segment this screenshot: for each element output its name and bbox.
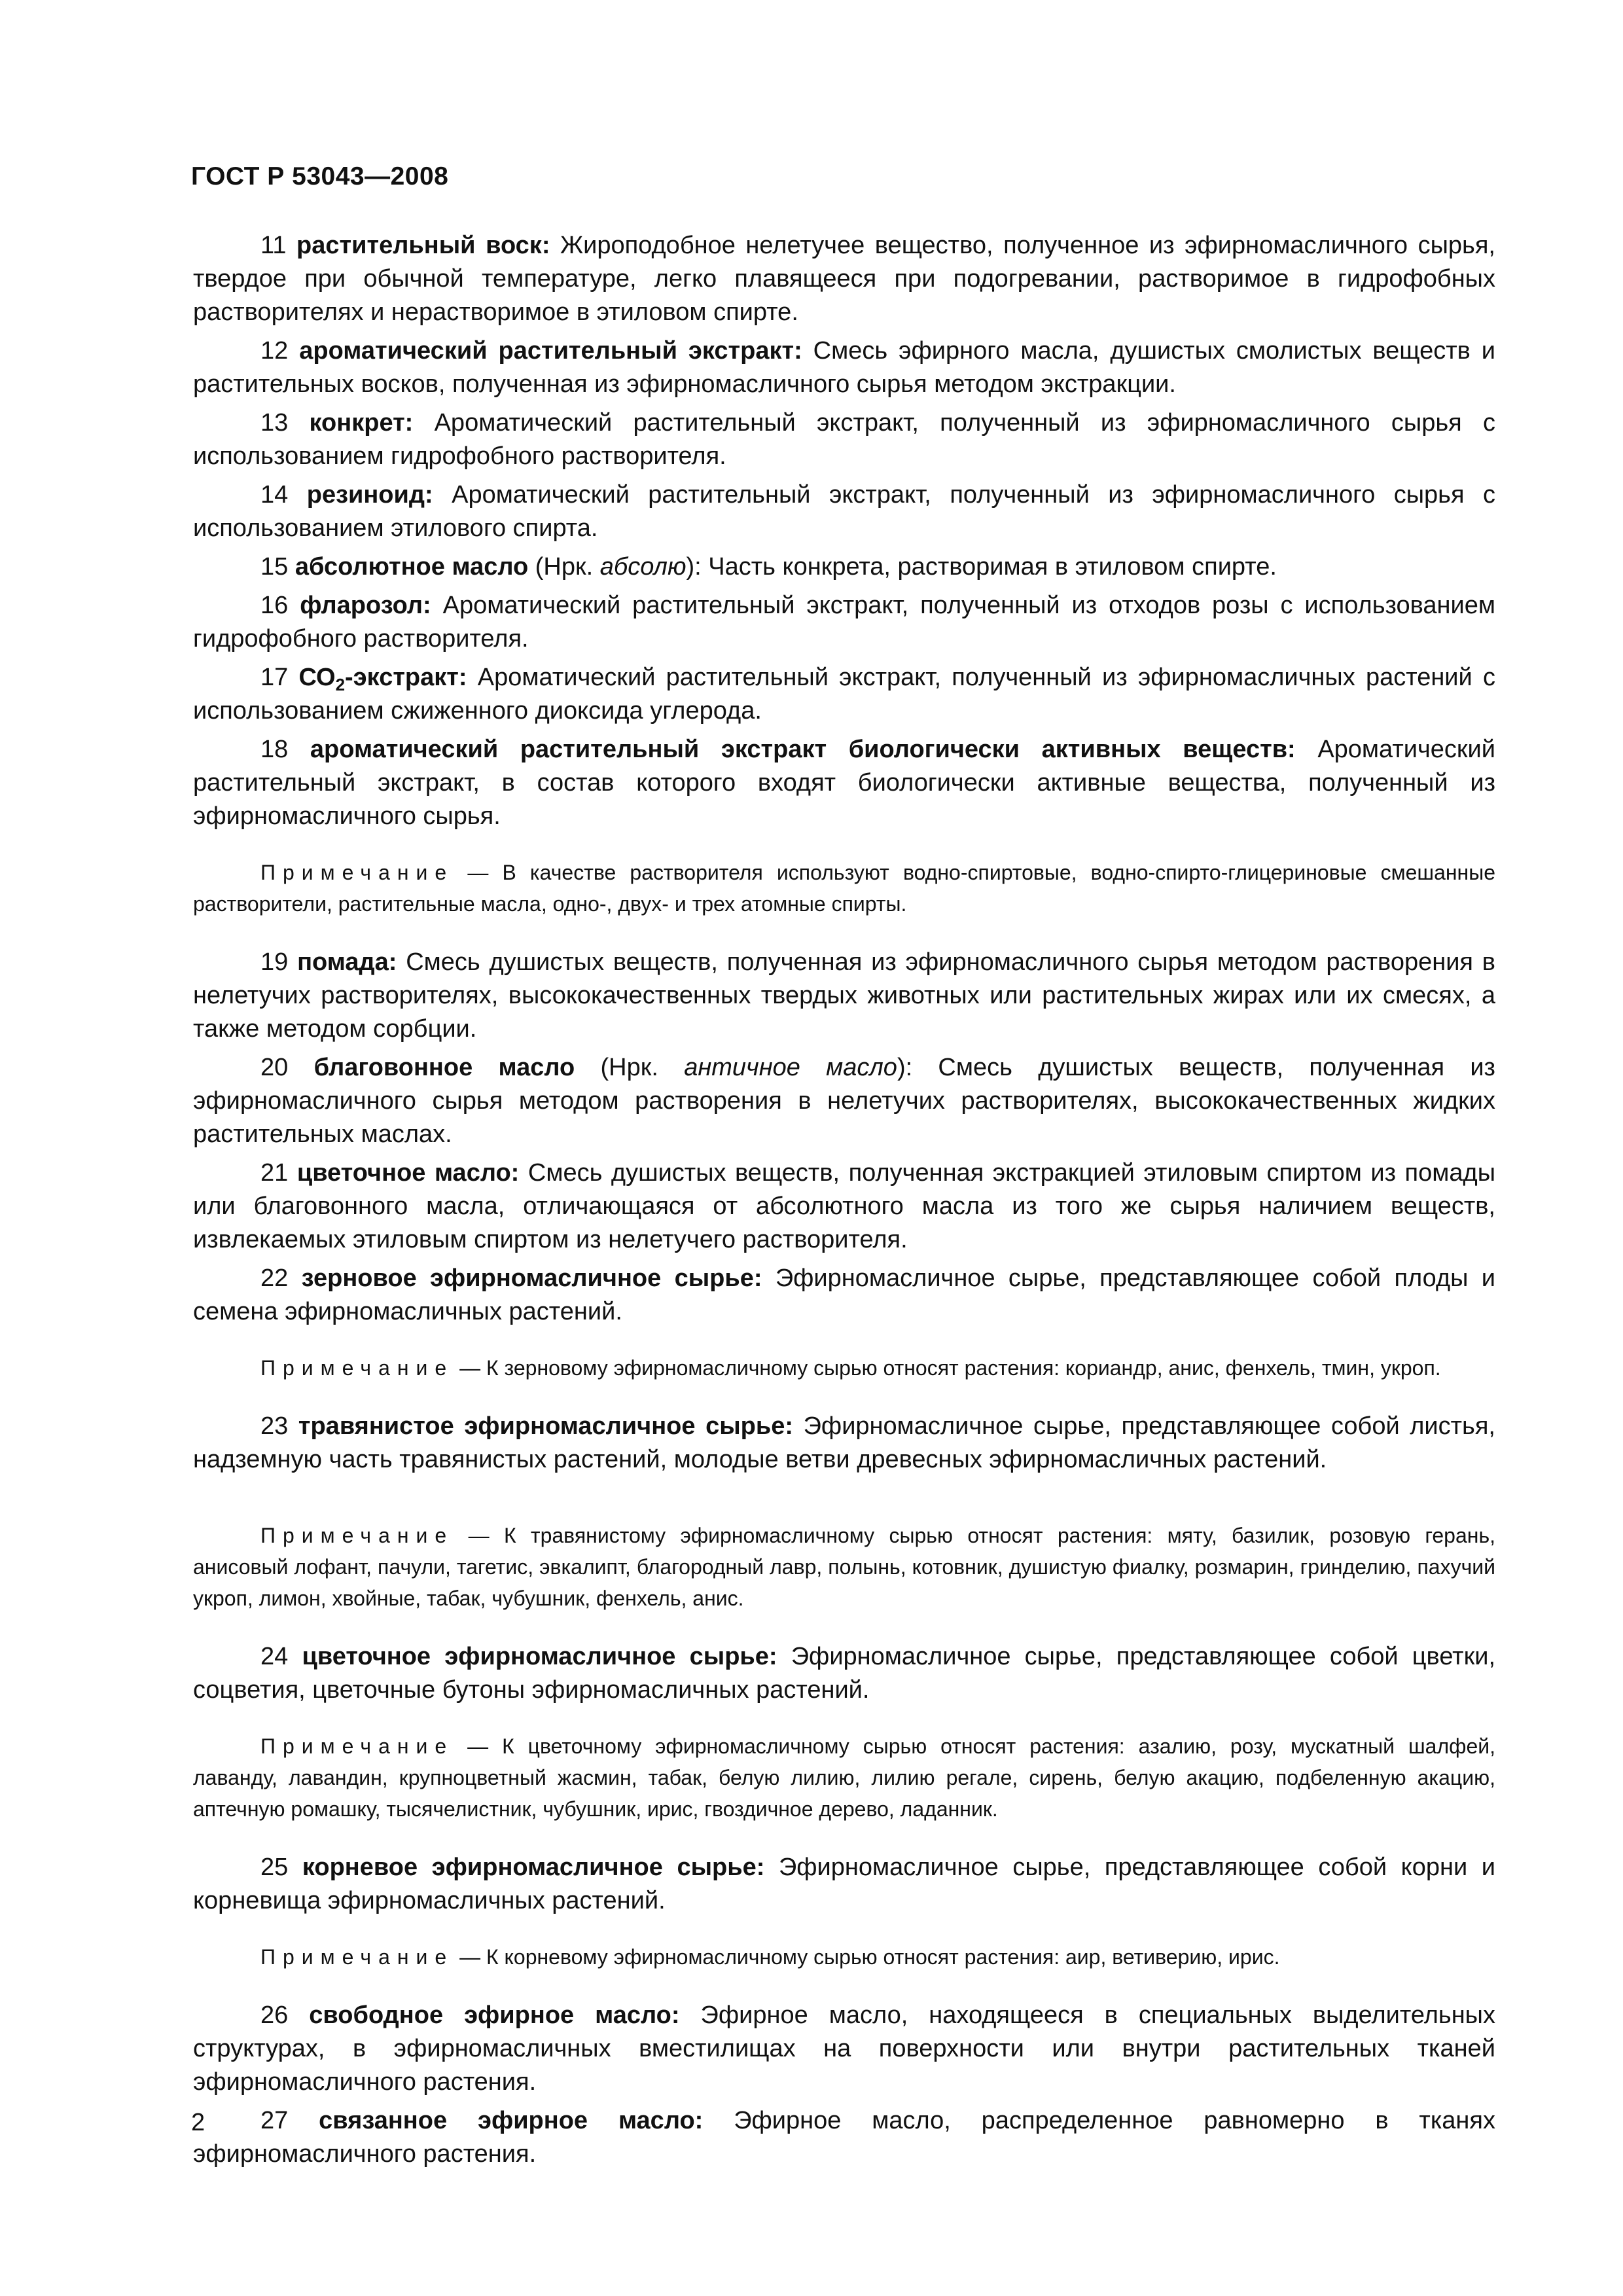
term-number: 15 bbox=[260, 553, 289, 581]
term-number: 25 bbox=[260, 1854, 289, 1881]
term-number: 19 bbox=[260, 948, 289, 976]
term-number: 26 bbox=[260, 2001, 289, 2029]
term-name: зерновое эфирномасличное сырье: bbox=[301, 1265, 762, 1292]
term-name-part: СО bbox=[298, 664, 336, 691]
note-text: В качестве растворителя используют водно-спиртовые, водно-спирто-глицериновые смешанные растворители, растительные масла, одно-, двух- и трех атомные спирты. bbox=[193, 861, 1496, 916]
note-dash: — bbox=[454, 1356, 486, 1380]
term-name: фларозол: bbox=[300, 592, 431, 619]
note-text: К травянистому эфирномасличному сырью относят растения: мяту, базилик, розовую герань, анисовый лофант, пачули, тагетис, эвкалипт, благородный лавр, полынь, котовник, душистую фиалку, розмарин, гринделию, пахучий укроп, лимон, хвойные, табак, чубушник, фенхель, анис. bbox=[193, 1524, 1496, 1610]
term-definition: Эфирное масло, находящееся в специальных выделительных структурах, в эфирномасличных вместилищах на поверхности или внутри растительных тканей эфирномасличного растения. bbox=[193, 2001, 1495, 2096]
term-entry-14 bbox=[193, 478, 1495, 545]
term-name: ароматический растительный экстракт: bbox=[299, 337, 802, 365]
term-definition: Эфирное масло, распределенное равномерно в тканях эфирномасличного растения. bbox=[193, 2107, 1495, 2168]
term-definition: Смесь душистых веществ, полученная экстракцией этиловым спиртом из помады или благовонного масла, отличающаяся от абсолютного масла из того же сырья наличием веществ, извлекаемых этиловым спиртом из нелетучего растворителя. bbox=[193, 1159, 1496, 1253]
term-entry-11 bbox=[193, 229, 1495, 329]
term-definition: ): Часть конкрета, растворимая в этиловом спирте. bbox=[686, 553, 1277, 581]
term-name: абсолютное масло bbox=[294, 553, 529, 581]
term-number: 20 bbox=[260, 1054, 289, 1081]
term-entry-13 bbox=[193, 406, 1495, 473]
note-text: К корневому эфирномасличному сырью относят растения: аир, ветиверию, ирис. bbox=[486, 1945, 1280, 1969]
non-recommended-term: античное масло bbox=[684, 1054, 897, 1081]
term-entry-21 bbox=[193, 1157, 1495, 1257]
term-number: 11 bbox=[260, 232, 287, 259]
note-label: Примечание bbox=[260, 1734, 454, 1758]
term-definition: Ароматический растительный экстракт, в состав которого входят биологически активные вещества, полученный из эфирномасличного сырья. bbox=[193, 736, 1495, 830]
term-number: 23 bbox=[260, 1412, 289, 1440]
note-23 bbox=[193, 1520, 1495, 1614]
note-label: Примечание bbox=[260, 1524, 454, 1547]
note-dash: — bbox=[454, 1945, 486, 1969]
term-entry-27 bbox=[193, 2104, 1495, 2171]
term-number: 13 bbox=[260, 409, 289, 437]
non-recommended-prefix: (Нрк. bbox=[575, 1054, 685, 1081]
term-name bbox=[298, 664, 467, 694]
term-definition: Эфирномасличное сырье, представляющее собой корни и корневища эфирномасличных растений. bbox=[193, 1854, 1495, 1914]
document-code-header: ГОСТ Р 53043—2008 bbox=[191, 162, 449, 190]
note-label: Примечание bbox=[260, 1356, 454, 1380]
term-name: растительный воск: bbox=[296, 232, 550, 259]
note-label: Примечание bbox=[260, 1945, 454, 1969]
term-number: 14 bbox=[260, 481, 289, 509]
term-entry-26 bbox=[193, 1999, 1495, 2099]
term-number: 27 bbox=[260, 2107, 289, 2134]
term-name: свободное эфирное масло: bbox=[309, 2001, 680, 2029]
term-entry-18 bbox=[193, 733, 1495, 833]
term-number: 22 bbox=[260, 1265, 289, 1292]
term-entry-16 bbox=[193, 589, 1495, 656]
term-name-part: -экстракт: bbox=[345, 664, 467, 691]
term-entry-22 bbox=[193, 1262, 1495, 1329]
term-name: резиноид: bbox=[306, 481, 433, 509]
non-recommended-prefix: (Нрк. bbox=[528, 553, 600, 581]
note-dash: — bbox=[454, 1524, 504, 1547]
page-number: 2 bbox=[191, 2109, 205, 2136]
note-text: К цветочному эфирномасличному сырью относят растения: азалию, розу, мускатный шалфей, лаванду, лавандин, крупноцветный жасмин, табак, белую лилию, лилию регале, сирень, белую акацию, подбеленную акацию, аптечную ромашку, тысячелистник, чубушник, ирис, гвоздичное дерево, ладанник. bbox=[193, 1734, 1496, 1821]
term-definition: Эфирномасличное сырье, представляющее собой цветки, соцветия, цветочные бутоны эфирномасличных растений. bbox=[193, 1643, 1495, 1704]
term-entry-15 bbox=[193, 550, 1495, 584]
term-definition: Ароматический растительный экстракт, полученный из эфирномасличного сырья с использованием этилового спирта. bbox=[193, 481, 1495, 542]
term-entry-23 bbox=[193, 1410, 1495, 1477]
term-name: цветочное масло: bbox=[296, 1159, 520, 1187]
note-dash: — bbox=[454, 1734, 503, 1758]
term-name: цветочное эфирномасличное сырье: bbox=[302, 1643, 777, 1670]
term-number: 12 bbox=[260, 337, 289, 365]
term-number: 18 bbox=[260, 736, 289, 763]
term-definition: Смесь душистых веществ, полученная из эфирномасличного сырья методом растворения в нелетучих растворителях, высококачественных твердых животных или растительных жирах или их смесях, а также методом сорбции. bbox=[193, 948, 1495, 1043]
term-entry-25 bbox=[193, 1851, 1495, 1918]
term-definition: Эфирномасличное сырье, представляющее собой листья, надземную часть травянистых растений, молодые ветви древесных эфирномасличных растений. bbox=[193, 1412, 1495, 1473]
term-name: конкрет: bbox=[309, 409, 414, 437]
term-definition: Ароматический растительный экстракт, полученный из отходов розы с использованием гидрофобного растворителя. bbox=[193, 592, 1495, 653]
note-24 bbox=[193, 1731, 1495, 1825]
term-entry-19 bbox=[193, 946, 1495, 1046]
term-number: 21 bbox=[260, 1159, 289, 1187]
term-entry-17 bbox=[193, 661, 1495, 728]
term-definition: Ароматический растительный экстракт, полученный из эфирномасличного сырья с использованием гидрофобного растворителя. bbox=[193, 409, 1495, 470]
term-entry-12 bbox=[193, 334, 1495, 401]
term-number: 24 bbox=[260, 1643, 289, 1670]
term-definition: Ароматический растительный экстракт, полученный из эфирномасличных растений с использованием сжиженного диоксида углерода. bbox=[193, 664, 1495, 725]
term-number: 16 bbox=[260, 592, 289, 619]
term-definition: Жироподобное нелетучее вещество, полученное из эфирномасличного сырья, твердое при обычной температуре, легко плавящееся при подогревании, растворимое в гидрофобных растворителях и нерастворимое в этиловом спирте. bbox=[193, 232, 1495, 326]
note-text: К зерновому эфирномасличному сырью относят растения: кориандр, анис, фенхель, тмин, укроп. bbox=[486, 1356, 1441, 1380]
term-name: корневое эфирномасличное сырье: bbox=[302, 1854, 765, 1881]
term-name-subscript: 2 bbox=[335, 675, 346, 694]
terms-list bbox=[193, 229, 1495, 2176]
note-18 bbox=[193, 857, 1495, 920]
term-definition: ): Смесь душистых веществ, полученная из эфирномасличного сырья методом растворения в нелетучих растворителях, высококачественных жидких растительных маслах. bbox=[193, 1054, 1495, 1148]
term-name: благовонное масло bbox=[313, 1054, 575, 1081]
term-definition: Эфирномасличное сырье, представляющее собой плоды и семена эфирномасличных растений. bbox=[193, 1265, 1495, 1325]
term-name: травянистое эфирномасличное сырье: bbox=[298, 1412, 794, 1440]
term-number: 17 bbox=[260, 664, 289, 691]
non-recommended-term: абсолю bbox=[599, 553, 687, 581]
term-entry-24 bbox=[193, 1640, 1495, 1707]
note-22 bbox=[193, 1352, 1495, 1384]
note-label: Примечание bbox=[260, 861, 454, 884]
note-25 bbox=[193, 1941, 1495, 1973]
note-dash: — bbox=[454, 861, 503, 884]
term-definition: Смесь эфирного масла, душистых смолистых веществ и растительных восков, полученная из эфирномасличного сырья методом экстракции. bbox=[193, 337, 1495, 398]
term-name: помада: bbox=[297, 948, 397, 976]
term-entry-20 bbox=[193, 1051, 1495, 1151]
term-name: связанное эфирное масло: bbox=[319, 2107, 704, 2134]
term-name: ароматический растительный экстракт биологически активных веществ: bbox=[310, 736, 1296, 763]
